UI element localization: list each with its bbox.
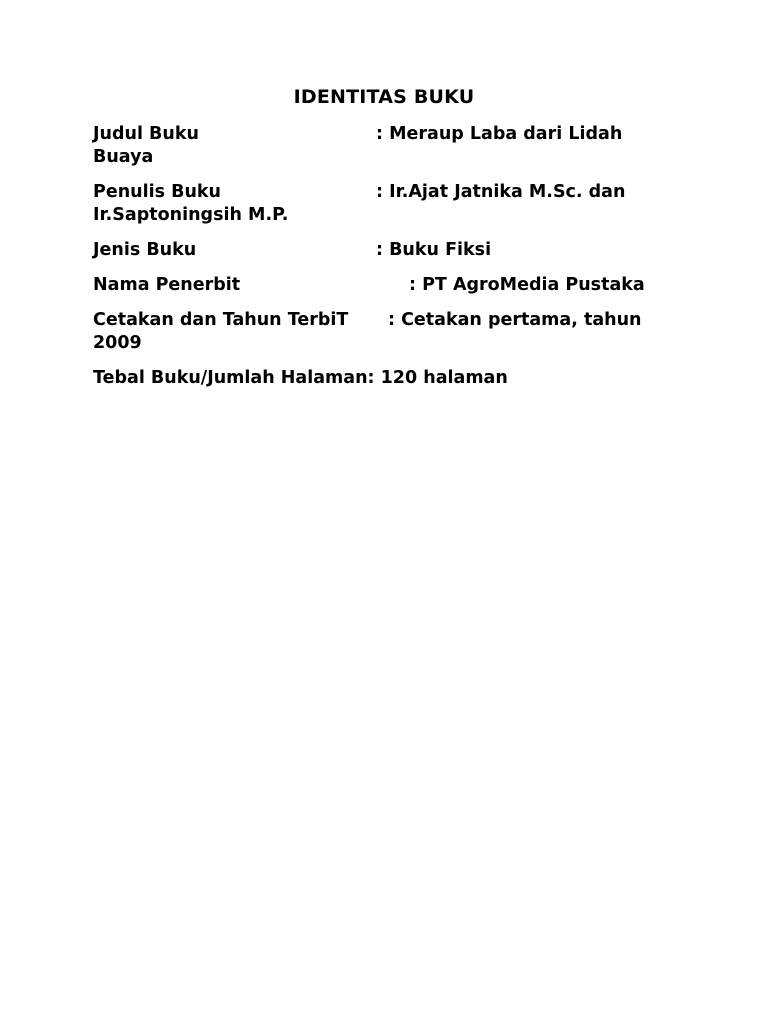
entry-value: : 120 halaman bbox=[367, 368, 508, 388]
entry-label: Tebal Buku/Jumlah Halaman bbox=[93, 368, 368, 388]
entry-value-continuation: 2009 bbox=[93, 333, 142, 353]
entry-penulis-buku bbox=[93, 181, 668, 227]
entry-label: Penulis Buku bbox=[93, 182, 222, 202]
entry-judul-buku bbox=[93, 123, 668, 169]
entry-tebal-buku bbox=[93, 367, 668, 390]
entry-value: : Ir.Ajat Jatnika M.Sc. dan bbox=[376, 182, 626, 202]
entry-label: Jenis Buku bbox=[93, 240, 197, 260]
entry-label: Judul Buku bbox=[93, 124, 199, 144]
entry-value-continuation: Ir.Saptoningsih M.P. bbox=[93, 205, 289, 225]
entry-label: Cetakan dan Tahun TerbiT bbox=[93, 310, 349, 330]
entry-value: : Buku Fiksi bbox=[376, 240, 492, 260]
entry-value-continuation: Buaya bbox=[93, 147, 154, 167]
entry-jenis-buku bbox=[93, 239, 668, 262]
document-title: IDENTITAS BUKU bbox=[293, 86, 475, 108]
book-identity-list bbox=[93, 123, 668, 402]
entry-value: : Meraup Laba dari Lidah bbox=[376, 124, 623, 144]
entry-value: : PT AgroMedia Pustaka bbox=[409, 275, 645, 295]
entry-nama-penerbit bbox=[93, 274, 668, 297]
entry-cetakan-tahun-terbit bbox=[93, 309, 668, 355]
entry-value: : Cetakan pertama, tahun bbox=[388, 310, 642, 330]
entry-label: Nama Penerbit bbox=[93, 275, 241, 295]
